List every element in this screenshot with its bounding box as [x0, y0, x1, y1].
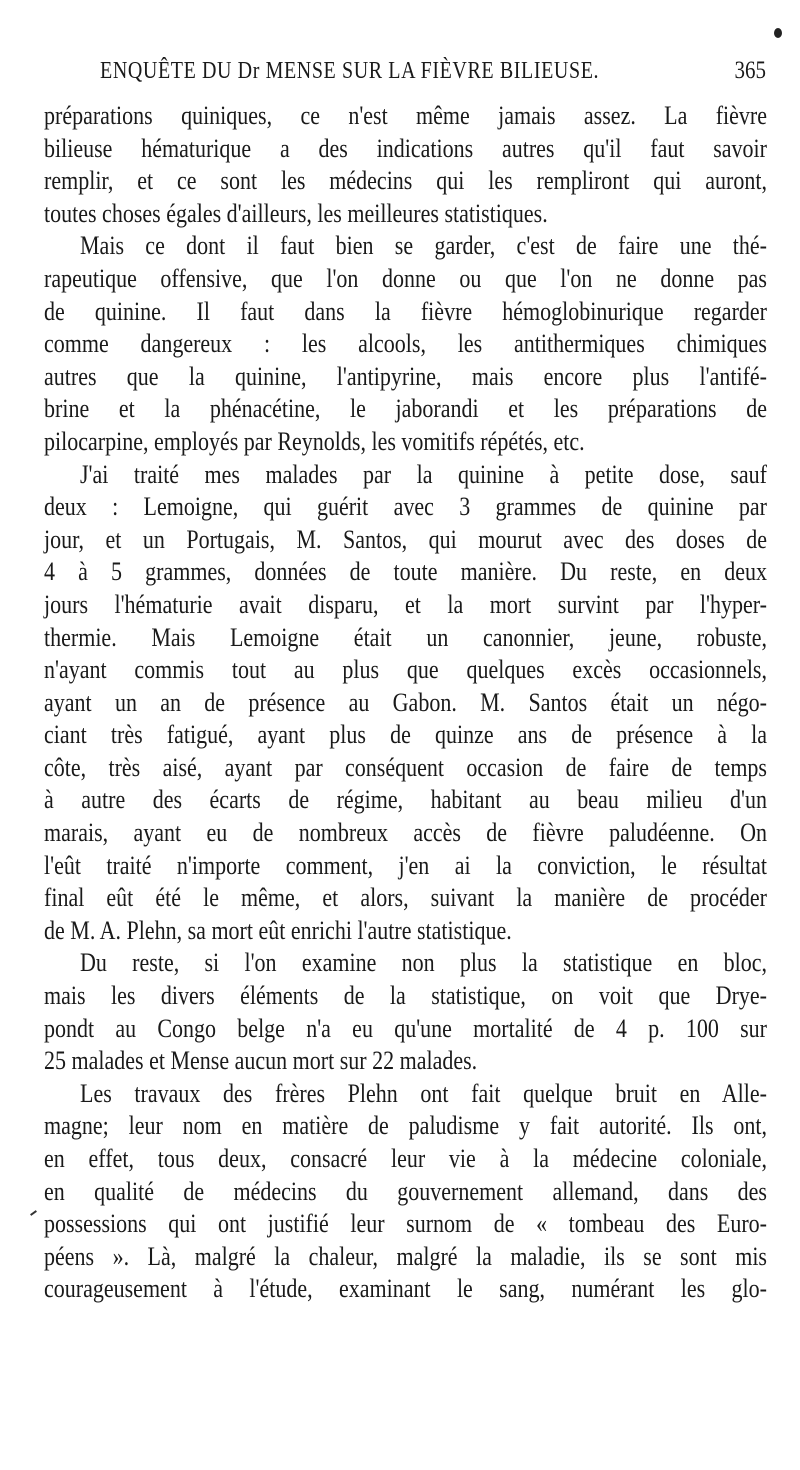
text-line: de M. A. Plehn, sa mort eût enrichi l'autre statistique.: [44, 915, 512, 945]
text-line: toutes choses égales d'ailleurs, les meilleures statistiques.: [44, 198, 548, 228]
text-line: de quinine. Il faut dans la fièvre hémoglobinurique regarder: [44, 296, 767, 326]
text-line: remplir, et ce sont les médecins qui les rempliront qui auront,: [44, 165, 767, 196]
text-line: final eût été le même, et alors, suivant la manière de procéder: [44, 882, 767, 913]
text-line: préparations quiniques, ce n'est même jamais assez. La fièvre: [44, 100, 767, 131]
text-line: en effet, tous deux, consacré leur vie à la médecine coloniale,: [44, 1143, 767, 1174]
text-line: côte, très aisé, ayant par conséquent occasion de faire de temps: [44, 752, 767, 782]
text-line: 4 à 5 grammes, données de toute manière. Du reste, en deux: [44, 556, 767, 587]
text-line: Les travaux des frères Plehn ont fait quelque bruit en Alle-: [80, 1078, 767, 1108]
text-line: mais les divers éléments de la statistique, on voit que Drye-: [44, 980, 767, 1011]
text-line: Du reste, si l'on examine non plus la statistique en bloc,: [80, 948, 767, 978]
text-line: J'ai traité mes malades par la quinine à petite dose, sauf: [80, 459, 767, 489]
text-line: à autre des écarts de régime, habitant au beau milieu d'un: [44, 785, 767, 815]
text-line: brine et la phénacétine, le jaborandi et les préparations de: [44, 393, 767, 424]
text-line: ayant un an de présence au Gabon. M. Santos était un négo-: [44, 687, 767, 717]
text-line: rapeutique offensive, que l'on donne ou que l'on ne donne pas: [44, 263, 767, 294]
text-line: péens ». Là, malgré la chaleur, malgré la maladie, ils se sont mis: [44, 1241, 767, 1271]
text-line: jour, et un Portugais, M. Santos, qui mourut avec des doses de: [44, 524, 767, 554]
text-line: ciant très fatigué, ayant plus de quinze ans de présence à la: [44, 719, 767, 750]
text-line: Mais ce dont il faut bien se garder, c'est de faire une thé-: [80, 230, 767, 261]
text-line: n'ayant commis tout au plus que quelques excès occasionnels,: [44, 654, 767, 685]
ink-dot: [774, 28, 782, 38]
margin-mark: [30, 1210, 37, 1216]
running-title: ENQUÊTE DU Dr MENSE SUR LA FIÈVRE BILIEUSE.: [100, 57, 600, 84]
text-line: thermie. Mais Lemoigne était un canonnier, jeune, robuste,: [44, 622, 767, 652]
text-line: courageusement à l'étude, examinant le sang, numérant les glo-: [44, 1273, 767, 1304]
text-line: autres que la quinine, l'antipyrine, mais encore plus l'antifé-: [44, 361, 767, 391]
text-line: 25 malades et Mense aucun mort sur 22 malades.: [44, 1045, 478, 1076]
text-line: deux : Lemoigne, qui guérit avec 3 grammes de quinine par: [44, 491, 767, 522]
text-line: marais, ayant eu de nombreux accès de fièvre paludéenne. On: [44, 817, 767, 848]
body-text: [44, 100, 767, 1306]
text-line: jours l'hématurie avait disparu, et la mort survint par l'hyper-: [44, 589, 767, 620]
text-line: pilocarpine, employés par Reynolds, les vomitifs répétés, etc.: [44, 426, 585, 457]
text-line: en qualité de médecins du gouvernement allemand, dans des: [44, 1176, 767, 1206]
text-line: pondt au Congo belge n'a eu qu'une mortalité de 4 p. 100 sur: [44, 1013, 767, 1043]
text-line: possessions qui ont justifié leur surnom de « tombeau des Euro-: [44, 1208, 767, 1239]
text-line: comme dangereux : les alcools, les antithermiques chimiques: [44, 328, 767, 359]
text-line: l'eût traité n'importe comment, j'en ai la conviction, le résultat: [44, 850, 767, 880]
text-line: magne; leur nom en matière de paludisme y fait autorité. Ils ont,: [44, 1111, 767, 1141]
running-header: [100, 55, 766, 96]
text-line: bilieuse hématurique a des indications autres qu'il faut savoir: [44, 133, 767, 163]
page-number: 365: [734, 55, 766, 84]
